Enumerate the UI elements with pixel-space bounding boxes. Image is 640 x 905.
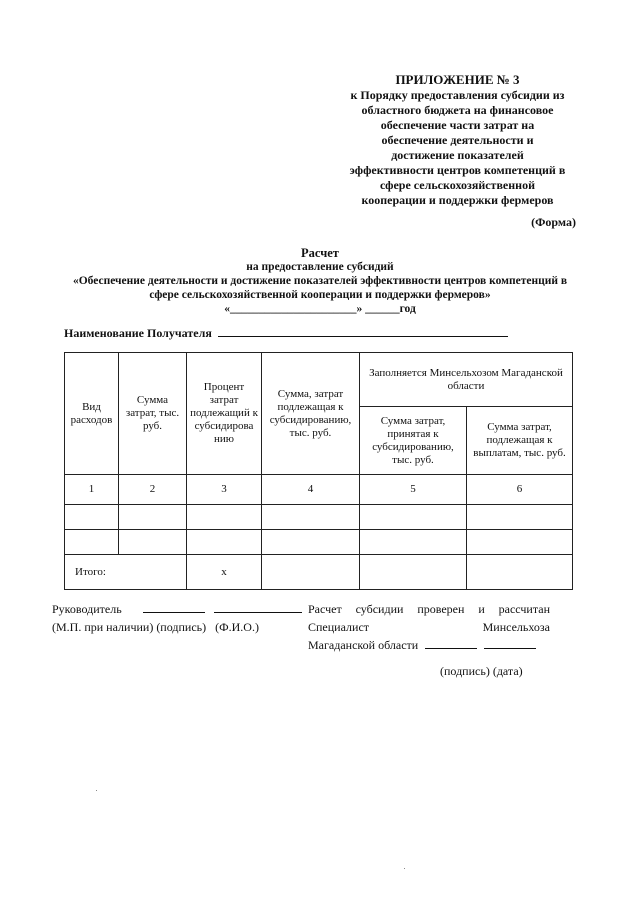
specialist-date-line (484, 637, 536, 649)
head-signature-block (52, 600, 302, 636)
column-number: 4 (262, 475, 360, 505)
appendix-line: сфере сельскохозяйственной (380, 178, 535, 192)
header-accepted: Сумма затрат, принятая к субсидированию, тыс. руб. (360, 407, 467, 475)
recipient-row (64, 324, 504, 341)
check-block (308, 600, 550, 654)
column-number: 6 (467, 475, 573, 505)
calculation-date-line: «______________________» ______год (224, 303, 416, 315)
table-cell[interactable] (119, 530, 187, 555)
sign-caption: (подпись) (дата) (440, 664, 523, 678)
appendix-line: кооперации и поддержки фермеров (361, 193, 554, 207)
appendix-line: к Порядку предоставления субсидии из (350, 88, 565, 102)
form-label: (Форма) (531, 215, 576, 229)
appendix-line: эффективности центров компетенций в (349, 163, 566, 177)
calculation-line: «Обеспечение деятельности и достижение показателей эффективности центров компетенций в (72, 275, 568, 287)
table-cell[interactable] (360, 555, 467, 590)
appendix-line: обеспечение части затрат на (380, 118, 535, 132)
table-row (65, 530, 573, 555)
table-cell[interactable] (187, 505, 262, 530)
head-caption: (М.П. при наличии) (подпись) (Ф.И.О.) (52, 620, 259, 634)
table-cell[interactable] (65, 505, 119, 530)
table-cell[interactable] (262, 530, 360, 555)
table-cell[interactable] (262, 505, 360, 530)
check-line-2: Специалист Минсельхоза (308, 620, 550, 634)
appendix-line: областного бюджета на финансовое (361, 103, 554, 117)
check-line-3: Магаданской области (308, 638, 419, 652)
table-row-numbers (65, 475, 573, 505)
head-name-line (214, 601, 302, 613)
appendix-title: ПРИЛОЖЕНИЕ № 3 (395, 72, 520, 87)
column-number: 3 (187, 475, 262, 505)
table-cell[interactable] (467, 555, 573, 590)
table-cell[interactable] (65, 530, 119, 555)
table-cell[interactable] (187, 530, 262, 555)
table-cell[interactable] (262, 555, 360, 590)
table-cell[interactable] (119, 505, 187, 530)
calculation-title: Расчет (301, 246, 339, 260)
specialist-signature-line (425, 637, 477, 649)
table-cell[interactable] (360, 530, 467, 555)
scan-speck (96, 790, 97, 791)
calculation-heading (40, 246, 600, 316)
header-payout: Сумма затрат, подлежащая к выплатам, тыс. руб. (467, 407, 573, 475)
appendix-line: достижение показателей (391, 148, 524, 162)
calculation-line: на предоставление субсидий (246, 261, 394, 273)
header-subsidy: Сумма, затрат подлежащая к субсидированию, тыс. руб. (262, 353, 360, 475)
calculation-line: сфере сельскохозяйственной кооперации и поддержки фермеров» (149, 289, 491, 301)
table-cell[interactable] (467, 530, 573, 555)
scan-speck (404, 868, 405, 869)
head-label: Руководитель (52, 602, 122, 616)
column-number: 2 (119, 475, 187, 505)
table-cell[interactable] (360, 505, 467, 530)
total-label: Итого: (65, 555, 187, 590)
header-percent: Процент затрат подлежащий к субсидирова нию (187, 353, 262, 475)
appendix-line: обеспечение деятельности и (381, 133, 534, 147)
header-type: Вид расходов (65, 353, 119, 475)
table-cell[interactable] (467, 505, 573, 530)
appendix-header (335, 72, 580, 208)
header-ministry: Заполняется Минсельхозом Магаданской области (360, 353, 573, 407)
table-row-total (65, 555, 573, 590)
recipient-blank-line (218, 324, 508, 337)
column-number: 1 (65, 475, 119, 505)
header-sum: Сумма затрат, тыс. руб. (119, 353, 187, 475)
table-row (65, 505, 573, 530)
head-signature-line (143, 601, 205, 613)
column-number: 5 (360, 475, 467, 505)
recipient-label: Наименование Получателя (64, 326, 212, 340)
calculation-table (64, 352, 573, 590)
check-line-1: Расчет субсидии проверен и рассчитан (308, 602, 550, 616)
total-mark: x (187, 555, 262, 590)
